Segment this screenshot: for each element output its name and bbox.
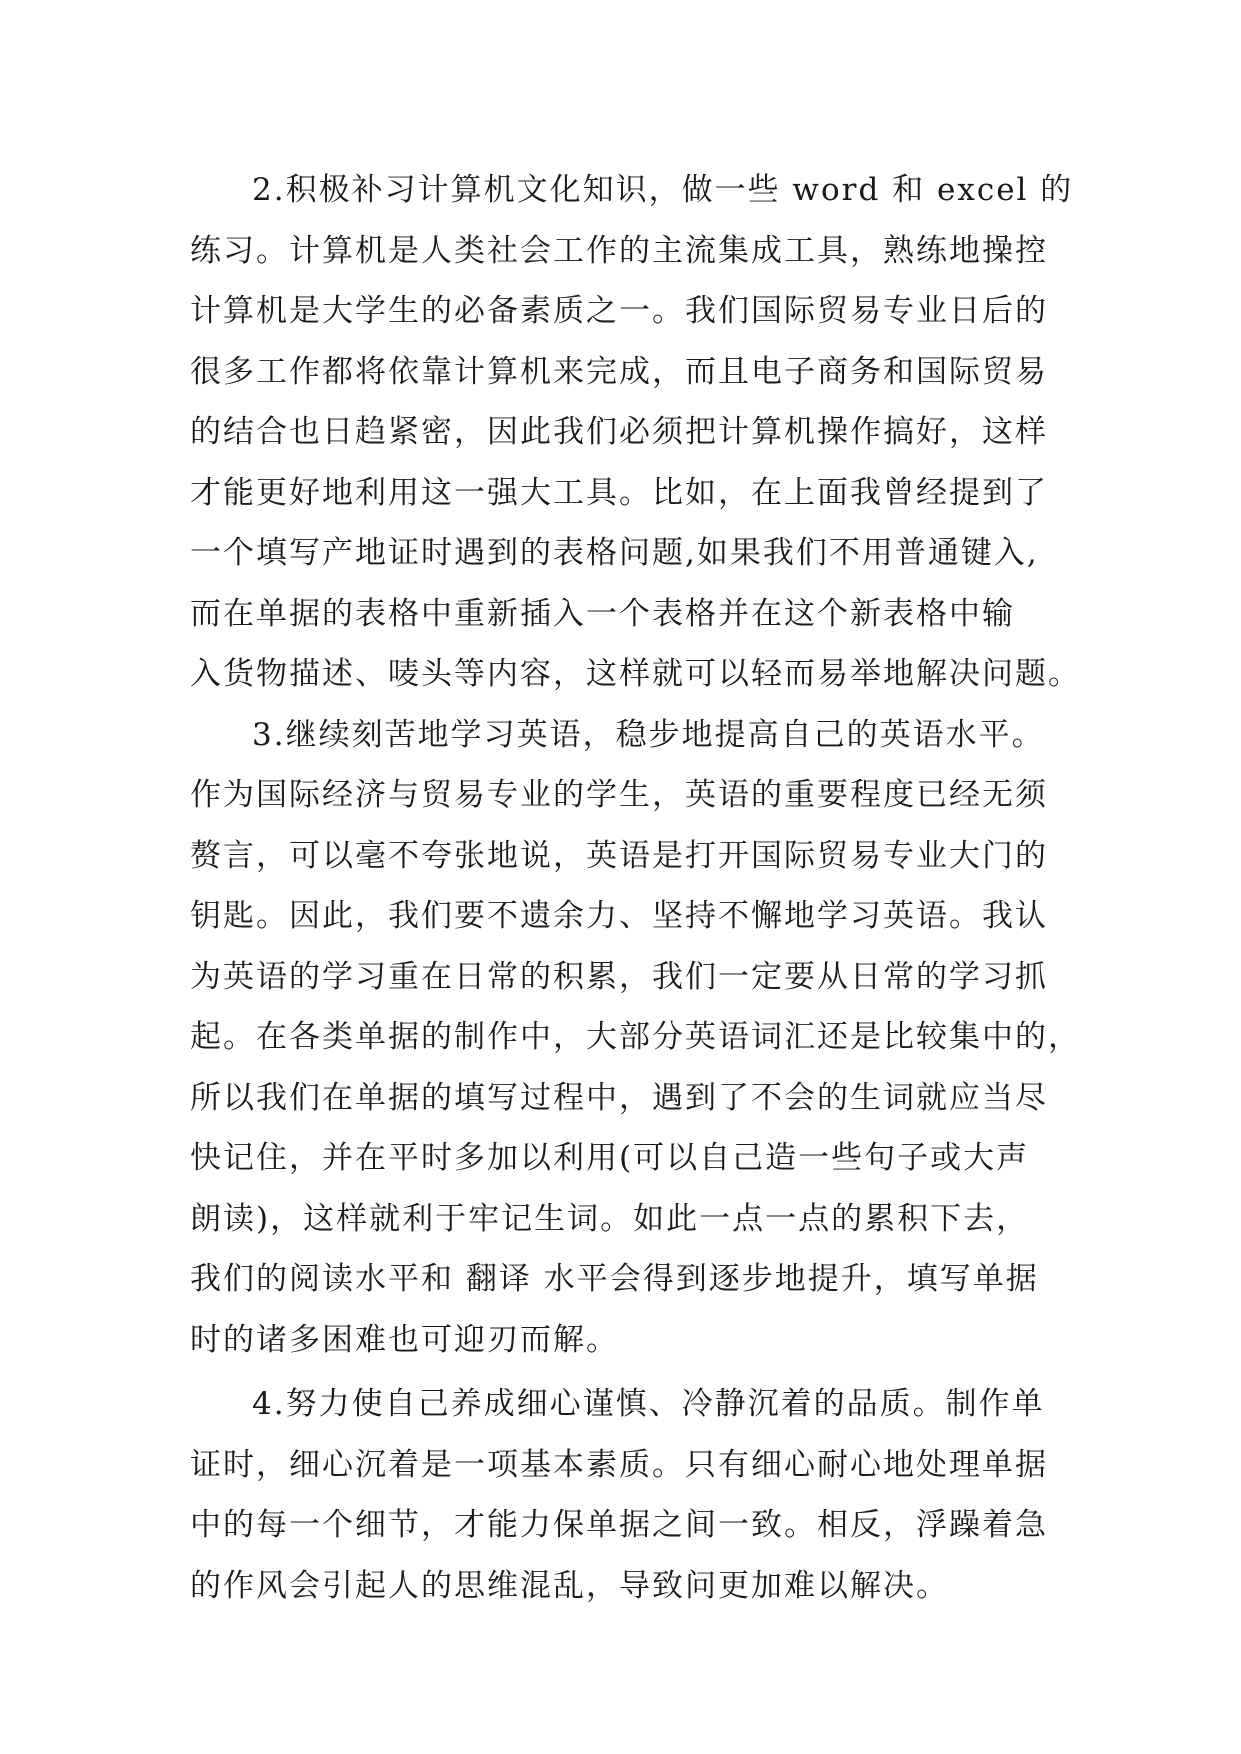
paragraph-2-line: 练习。计算机是人类社会工作的主流集成工具，熟练地操控	[190, 232, 1048, 269]
paragraph-3-line: 3.继续刻苦地学习英语，稳步地提高自己的英语水平。	[252, 716, 1045, 753]
paragraph-3-line: 朗读)，这样就利于牢记生词。如此一点一点的累积下去，	[190, 1200, 1030, 1237]
paragraph-4-line: 证时，细心沉着是一项基本素质。只有细心耐心地处理单据	[190, 1446, 1048, 1483]
paragraph-2-line: 而在单据的表格中重新插入一个表格并在这个新表格中输	[190, 595, 1015, 632]
paragraph-2-line: 才能更好地利用这一强大工具。比如，在上面我曾经提到了	[190, 474, 1048, 511]
paragraph-2-line: 计算机是大学生的必备素质之一。我们国际贸易专业日后的	[190, 293, 1048, 329]
paragraph-3-line: 赘言，可以毫不夸张地说，英语是打开国际贸易专业大门的	[190, 837, 1048, 874]
paragraph-3-line: 为英语的学习重在日常的积累，我们一定要从日常的学习抓	[190, 958, 1048, 995]
paragraph-4-line: 4.努力使自己养成细心谨慎、冷静沉着的品质。制作单	[252, 1386, 1045, 1422]
body-text	[190, 160, 1080, 1616]
paragraph-3-line: 快记住，并在平时多加以利用(可以自己造一些句子或大声	[190, 1140, 1030, 1176]
paragraph-3-line: 时的诸多困难也可迎刃而解。	[190, 1321, 619, 1358]
paragraph-3-line: 起。在各类单据的制作中，大部分英语词汇还是比较集中的，	[190, 1019, 1081, 1055]
paragraph-2-line: 的结合也日趋紧密，因此我们必须把计算机操作搞好，这样	[190, 414, 1048, 450]
paragraph-2-line: 很多工作都将依靠计算机来完成，而且电子商务和国际贸易	[190, 353, 1048, 390]
paragraph-3-line: 钥匙。因此，我们要不遗余力、坚持不懈地学习英语。我认	[190, 898, 1048, 934]
paragraph-2-line: 2.积极补习计算机文化知识，做一些 word 和 excel 的	[252, 172, 1074, 208]
paragraph-4-line: 中的每一个细节，才能力保单据之间一致。相反，浮躁着急	[190, 1507, 1048, 1543]
paragraph-3-line: 作为国际经济与贸易专业的学生，英语的重要程度已经无须	[190, 777, 1048, 813]
paragraph-3-line: 我们的阅读水平和 翻译 水平会得到逐步地提升，填写单据	[190, 1261, 1039, 1297]
paragraph-4-line: 的作风会引起人的思维混乱，导致问更加难以解决。	[190, 1567, 949, 1604]
paragraph-2-line: 一个填写产地证时遇到的表格问题,如果我们不用普通键入,	[190, 535, 1039, 571]
paragraph-3-line: 所以我们在单据的填写过程中，遇到了不会的生词就应当尽	[190, 1079, 1048, 1116]
paragraph-2-line: 入货物描述、唛头等内容，这样就可以轻而易举地解决问题。	[190, 656, 1081, 692]
